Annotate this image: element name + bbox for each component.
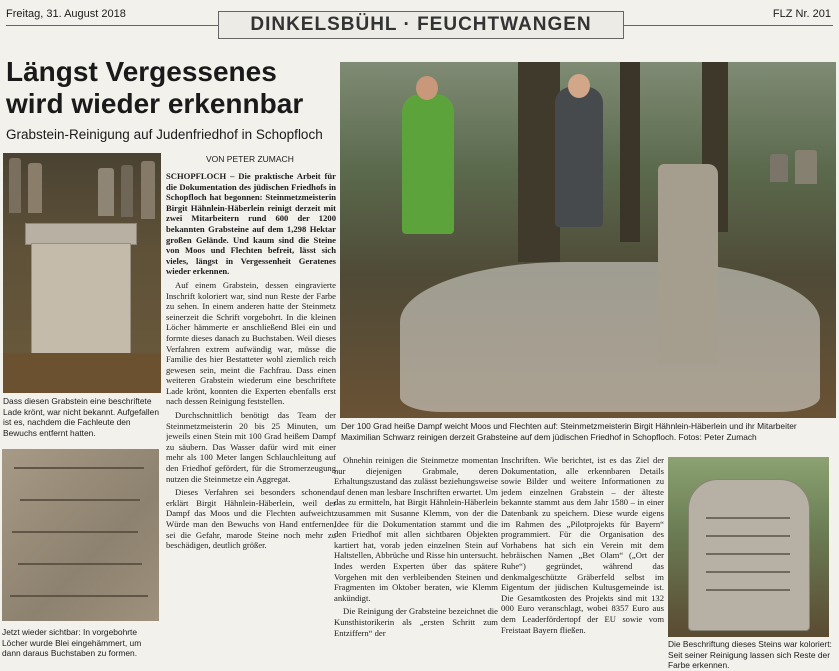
photo-colored-inscription: [668, 457, 829, 637]
body-paragraph: Inschriften. Wie berichtet, ist es das Ziel der Dokumentation, alle erkennbaren Details sowie Bilder und weitere Informationen zu jedem einzelnen Grabstein – der älteste bekannte stammt aus dem Jahr 1580 – in einer Datenbank zu speichern. Diese wurde eigens im Rahmen des „Pilotprojekts für Bayern“ programmiert. Für die Organisation des Vorhabens hat sich ein Verein mit dem hebräischen Namen „Bet Olam“ („Ort der Ruhe“) gegründet, während das denkmalgeschützte Gräberfeld selbst im Eigentum der jüdischen Kultusgemeinde ist. Die Gesamtkosten des Projekts sind mit 132 000 Euro veranschlagt, wobei 8357 Euro aus dem Leaderfördertopf der EU sowie vom Freistaat Bayern fließen.: [501, 455, 664, 635]
caption-photo-grave-lade: Dass diesen Grabstein eine beschriftete Lade krönt, war nicht bekannt. Aufgefallen ist es, nachdem die Fachleute den Bewuchs entfernt hatten.: [3, 396, 159, 438]
caption-photo-lead-lettering: Jetzt wieder sichtbar: In vorgebohrte Löcher wurde Blei eingehämmert, um dann daraus Buchstaben zu formen.: [2, 627, 142, 658]
headline-line-1: Längst Vergessenes: [6, 56, 277, 87]
body-paragraph: Auf einem Grabstein, dessen eingravierte Inschrift koloriert war, sind nun Reste der Farbe zu sehen. In einem anderen hatte der Steinmetz seinerzeit die Schrift vorgebohrt. In die kleinen Löcher hämmerte er anschließend Blei ein und formte dieses danach zu Buchstaben. Weil dieses Verfahren extrem aufwändig war, müsse die Familie des hier Bestatteter wohl ziemlich reich gewesen sein, meint die Fachfrau. Dass einen weiteren Grabstein wiederum eine beschriftete Lade krönt, konnten die Experten ebenfalls erst nach dessen Reinigung feststellen.: [166, 279, 336, 407]
caption-photo-colored-inscription: Die Beschriftung dieses Steins war koloriert: Seit seiner Reinigung lassen sich Reste der Farbe erkennen.: [668, 639, 832, 670]
lead-paragraph: SCHOPFLOCH – Die praktische Arbeit für die Dokumentation des jüdischen Friedhofs in Schopfloch hat begonnen: Steinmetzmeisterin Birgit Hähnlein-Häberlein reinigt derzeit mit zwei Mitarbeitern rund 600 der 1200 bekannten Grabsteine auf dem 1,298 Hektar großen Gelände. Und kaum sind die Steine von Moos und Flechten befreit, lässt sich vieles, längst in Vergessenheit Geratenes wieder erkennen.: [166, 171, 336, 277]
page-number: FLZ Nr. 201: [772, 8, 831, 20]
photo-steam-cleaning: [340, 62, 836, 418]
article-column-1: [166, 171, 336, 667]
body-paragraph: Die Reinigung der Grabsteine bezeichnet die Kunsthistorikerin als „ersten Schritt zum Entziffern“ der: [334, 606, 498, 638]
caption-main-photo: [341, 421, 835, 442]
body-paragraph: Durchschnittlich benötigt das Team der Steinmetzmeisterin 20 bis 25 Minuten, um jeweils einen Stein mit 100 Grad heißem Dampf zu säubern. Das Wasser dafür wird mit einer mehr als 100 Meter langen Schlauchleitung auf den Friedhof gefördert, für die Stromerzeugung nutzen die Steinmetze ein Aggregat.: [166, 410, 336, 484]
headline: [6, 56, 338, 120]
body-paragraph: Dieses Verfahren sei besonders schonend, erklärt Birgit Hähnlein-Häberlein, weil der Dampf das Moos und die Flechten aufweicht. Würde man den Bewuchs von Hand entfernen, sei die Gefahr, marode Steine noch mehr zu beschädigen, deutlich größer.: [166, 487, 336, 551]
photo-credit: Fotos: Peter Zumach: [678, 431, 757, 442]
caption-main-text: Der 100 Grad heiße Dampf weicht Moos und Flechten auf: Steinmetzmeisterin Birgit Hähnlein-Häberlein und ihr Mitarbeiter Maximilian Schwarz reinigen derzeit Grabsteine auf dem jüdischen Friedhof in Schopfloch.: [341, 421, 797, 442]
byline: VON PETER ZUMACH: [206, 154, 294, 164]
headline-line-2: wird wieder erkennbar: [6, 88, 304, 119]
photo-grave-with-lade: [3, 153, 161, 393]
body-paragraph: Ohnehin reinigen die Steinmetze momentan nur diejenigen Grabmale, deren Erhaltungszustand das zulässt beziehungsweise auf denen man lesbare Inschriften erwartet. Um das zu ermitteln, hat Birgit Hähnlein-Häberlein zusammen mit Susanne Klemm, von der die Idee für die Dokumentation stammt und die den Friedhof mit allen sichtbaren Objekten kartiert hat, vorab jeden einzelnen Stein auf Haltstellen, Abbrüche und Risse hin untersucht. Indes werden Experten über das spätere Vorgehen mit den verbleibenden Steinen und Fragmenten im Oktober beraten, wie Klemm ankündigt.: [334, 455, 498, 603]
article-column-3: [501, 455, 664, 667]
article-column-2: [334, 455, 498, 667]
section-masthead: DINKELSBÜHL · FEUCHTWANGEN: [218, 11, 624, 39]
subheadline: Grabstein-Reinigung auf Judenfriedhof in Schopfloch: [6, 127, 323, 142]
issue-date: Freitag, 31. August 2018: [6, 8, 126, 20]
photo-lead-lettering: [2, 449, 159, 621]
